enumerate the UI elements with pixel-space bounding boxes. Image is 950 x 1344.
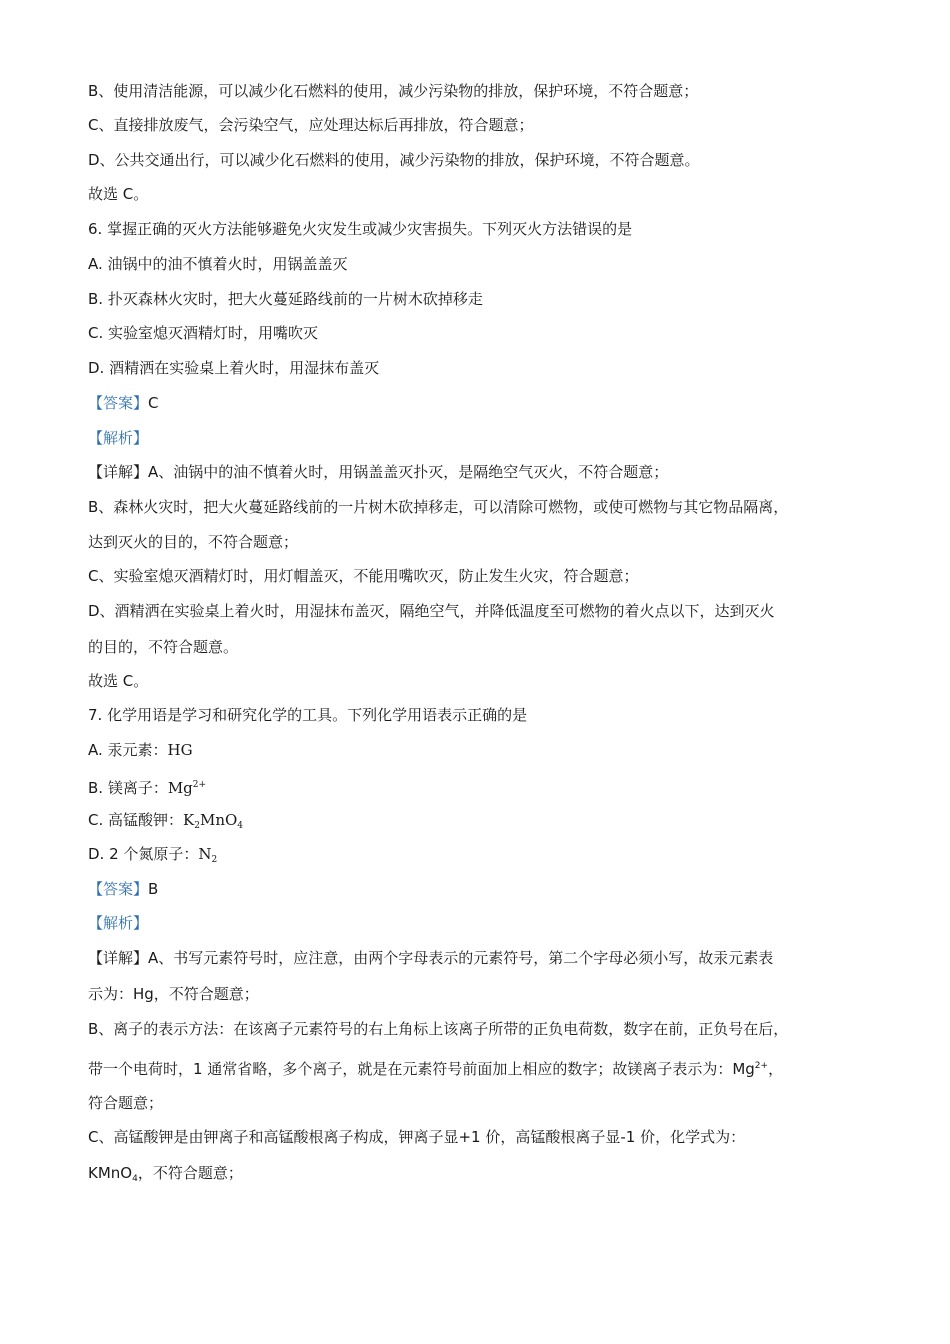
q7-answer-label: 【答案】 xyxy=(88,880,149,898)
q7-detail-b-mg: Mg xyxy=(732,1060,755,1078)
q6-option-a: A. 油锅中的油不慎着火时，用锅盖盖灭 xyxy=(88,255,348,273)
q7-option-c-mno: MnO xyxy=(199,811,238,829)
q6-analysis-label: 【解析】 xyxy=(88,429,149,447)
q7-option-c-o-subscript: 4 xyxy=(237,821,244,831)
q6-detail-a-text: A、油锅中的油不慎着火时，用锅盖盖灭扑灭，是隔绝空气灭火，不符合题意； xyxy=(148,463,669,481)
q6-answer xyxy=(88,393,159,413)
q7-detail-b-charge: 2+ xyxy=(754,1061,769,1071)
q7-analysis-label: 【解析】 xyxy=(88,914,149,932)
q6-detail-label: 【详解】 xyxy=(88,463,149,481)
q7-detail-b-line3: 符合题意； xyxy=(88,1094,164,1112)
q7-detail-b-line2 xyxy=(88,1056,783,1079)
q7-option-a-text: A. 汞元素： xyxy=(88,741,168,759)
q7-detail-c-subscript: 4 xyxy=(132,1174,138,1184)
q7-detail-b-line2-tail: ， xyxy=(768,1060,784,1078)
q5-detail-d: D、公共交通出行，可以减少化石燃料的使用，减少污染物的排放，保护环境，不符合题意。 xyxy=(88,151,700,169)
q7-answer xyxy=(88,879,158,899)
q5-detail-b: B、使用清洁能源，可以减少化石燃料的使用，减少污染物的排放，保护环境，不符合题意； xyxy=(88,82,699,100)
q7-option-d-subscript: 2 xyxy=(211,855,218,865)
q6-detail-b-line2: 达到灭火的目的，不符合题意； xyxy=(88,533,299,551)
q6-stem: 6. 掌握正确的灭火方法能够避免火灾发生或减少灾害损失。下列灭火方法错误的是 xyxy=(88,220,633,238)
q7-option-b-base: Mg xyxy=(167,779,193,797)
q6-option-b: B. 扑灭森林火灾时，把大火蔓延路线前的一片树木砍掉移走 xyxy=(88,290,483,308)
q7-detail-a-line1 xyxy=(88,948,773,968)
q7-option-c-k: K xyxy=(183,811,195,829)
q7-answer-value: B xyxy=(148,880,159,898)
q6-detail-c: C、实验室熄灭酒精灯时，用灯帽盖灭，不能用嘴吹灭，防止发生火灾，符合题意； xyxy=(88,567,639,585)
q7-detail-b-line1: B、离子的表示方法：在该离子元素符号的右上角标上该离子所带的正负电荷数，数字在前，正负号在后， xyxy=(88,1020,789,1038)
q7-option-d-text: D. 2 个氮原子： xyxy=(88,845,199,863)
q6-detail-d-line1: D、酒精洒在实验桌上着火时，用湿抹布盖灭，隔绝空气，并降低温度至可燃物的着火点以下，达到灭火 xyxy=(88,602,775,620)
q7-option-b xyxy=(88,775,206,798)
q5-conclusion: 故选 C。 xyxy=(88,185,149,203)
q7-detail-a-text: A、书写元素符号时，应注意，由两个字母表示的元素符号，第二个字母必须小写，故汞元素表 xyxy=(148,949,774,967)
q6-conclusion: 故选 C。 xyxy=(88,672,149,690)
q7-option-c-formula xyxy=(183,811,243,829)
q7-option-c-text: C. 高锰酸钾： xyxy=(88,811,184,829)
q7-stem: 7. 化学用语是学习和研究化学的工具。下列化学用语表示正确的是 xyxy=(88,706,528,724)
q7-option-b-text: B. 镁离子： xyxy=(88,779,168,797)
q7-option-b-charge: 2+ xyxy=(192,780,207,790)
q6-option-d: D. 酒精洒在实验桌上着火时，用湿抹布盖灭 xyxy=(88,359,380,377)
q7-option-c-k-subscript: 2 xyxy=(194,821,200,831)
q6-detail-a xyxy=(88,462,668,482)
q6-answer-value: C xyxy=(148,394,159,412)
q7-option-d-formula xyxy=(198,845,217,863)
q6-detail-b-line1: B、森林火灾时，把大火蔓延路线前的一片树木砍掉移走，可以清除可燃物，或使可燃物与其它物品隔离， xyxy=(88,498,789,516)
q7-detail-b-line2-text: 带一个电荷时，1 通常省略，多个离子，就是在元素符号前面加上相应的数字；故镁离子表示为： xyxy=(88,1060,733,1078)
q6-detail-d-line2: 的目的，不符合题意。 xyxy=(88,638,239,656)
q7-option-d xyxy=(88,844,217,870)
q6-answer-label: 【答案】 xyxy=(88,394,149,412)
q7-analysis xyxy=(88,913,148,933)
q7-option-a xyxy=(88,740,193,760)
q7-option-c xyxy=(88,810,243,836)
q7-detail-label: 【详解】 xyxy=(88,949,149,967)
q7-detail-c-tail: ，不符合题意； xyxy=(137,1164,243,1182)
q6-analysis xyxy=(88,428,148,448)
q7-detail-a-line2: 示为：Hg，不符合题意； xyxy=(88,985,259,1003)
q5-detail-c: C、直接排放废气，会污染空气，应处理达标后再排放，符合题意； xyxy=(88,116,534,134)
q7-detail-c-line1: C、高锰酸钾是由钾离子和高锰酸根离子构成，钾离子显+1 价，高锰酸根离子显-1 价，化学式为： xyxy=(88,1128,746,1146)
q6-option-c: C. 实验室熄灭酒精灯时，用嘴吹灭 xyxy=(88,324,319,342)
q7-option-a-formula: HG xyxy=(167,741,193,759)
q7-detail-c-line2 xyxy=(88,1163,243,1189)
q7-option-b-formula xyxy=(168,779,206,797)
q7-detail-c-formula: KMnO xyxy=(88,1164,133,1182)
q7-option-d-base: N xyxy=(198,845,212,863)
